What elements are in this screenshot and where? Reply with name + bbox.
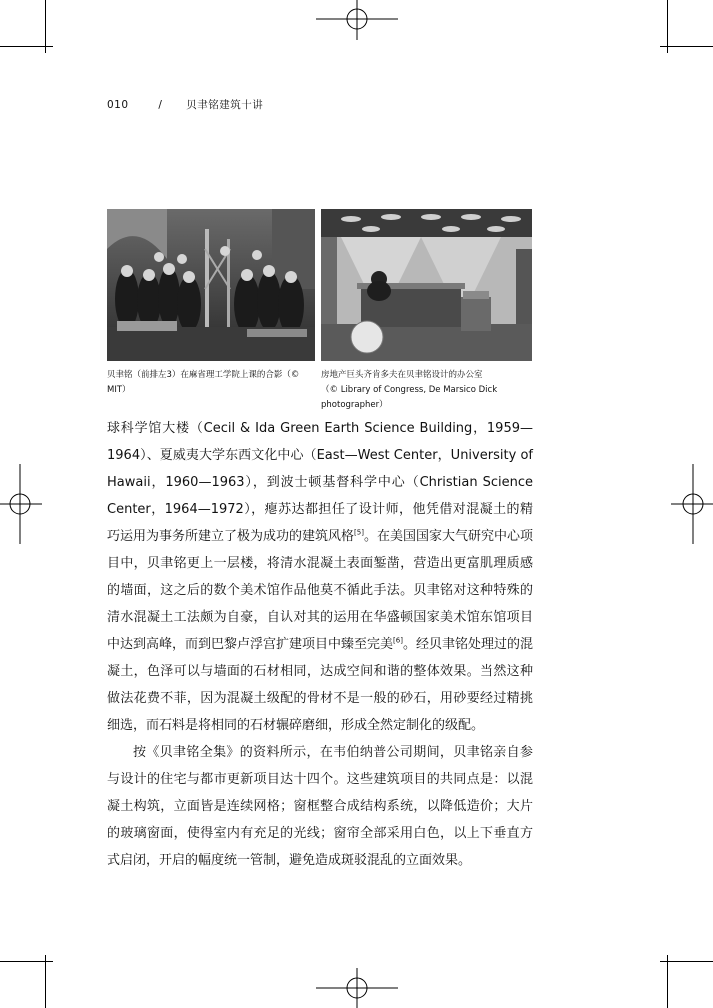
crop-mark [45, 955, 46, 1008]
caption-left [107, 368, 317, 398]
paragraph-2 [107, 739, 533, 874]
registration-mark-top [316, 0, 398, 42]
footnote-ref: [6] [393, 636, 403, 645]
paragraph-text: 按《贝聿铭全集》的资料所示，在韦伯纳普公司期间，贝聿铭亲自参与设计的住宅与都市更新项目达十四个。这些建筑项目的共同点是：以混凝土构筑，立面皆是连续网格；窗框整合成结构系统，以降低造价；大片的玻璃窗面，使得室内有充足的光线；窗帘全部采用白色，以上下垂直方式启闭，开启的幅度统一管制，避免造成斑驳混乱的立面效果。 [107, 745, 533, 868]
footnote-ref: [5] [354, 528, 364, 537]
book-title: 贝聿铭建筑十讲 [186, 99, 264, 111]
header-separator: / [158, 99, 163, 111]
crop-mark [0, 46, 53, 47]
photo-office [321, 209, 532, 361]
caption-right [321, 368, 533, 413]
caption-right-line: photographer） [321, 400, 388, 410]
registration-mark-left [0, 464, 42, 544]
crop-mark [660, 46, 713, 47]
caption-right-line: 房地产巨头齐肯多夫在贝聿铭设计的办公室 [321, 370, 483, 380]
body-text [107, 415, 533, 874]
crop-mark [0, 961, 53, 962]
caption-right-line: （© Library of Congress, De Marsico Dick [321, 385, 498, 395]
paragraph-text: 。经贝聿铭处理过的混凝土，色泽可以与墙面的石材相同，达成空间和谐的整体效果。当然这种做法花费不菲，因为混凝土级配的骨材不是一般的砂石，用砂要经过精挑细选，而石料是将相同的石材辗碎磨细，形成全然定制化的级配。 [107, 637, 533, 733]
paragraph-1 [107, 415, 533, 739]
caption-left-line: MIT） [107, 385, 131, 395]
registration-mark-right [671, 464, 713, 544]
paragraph-text: 球科学馆大楼（Cecil & Ida Green Earth Science Building，1959—1964）、夏威夷大学东西文化中心（East—West Center，University of Hawaii，1960—1963），到波士顿基督科学中心（Christian Science Center，1964—1972），瘪苏达都担任了设计师，他凭借对混凝土的精巧运用为事务所建立了极为成功的建筑风格 [107, 421, 533, 544]
paragraph-text: 。在美国国家大气研究中心项目中，贝聿铭更上一层楼，将清水混凝土表面錾凿，营造出更富肌理质感的墙面，这之后的数个美术馆作品他莫不循此手法。贝聿铭对这种特殊的清水混凝土工法颇为自豪，自认对其的运用在华盛顿国家美术馆东馆项目中达到高峰，而到巴黎卢浮宫扩建项目中臻至完美 [107, 529, 533, 652]
page-number: 010 [107, 99, 129, 111]
running-header [107, 97, 263, 112]
photo-mit-class [107, 209, 315, 361]
crop-mark [660, 961, 713, 962]
crop-mark [667, 955, 668, 1008]
registration-mark-bottom [316, 968, 398, 1008]
caption-left-line: 贝聿铭（前排左3）在麻省理工学院上课的合影（© [107, 370, 300, 380]
